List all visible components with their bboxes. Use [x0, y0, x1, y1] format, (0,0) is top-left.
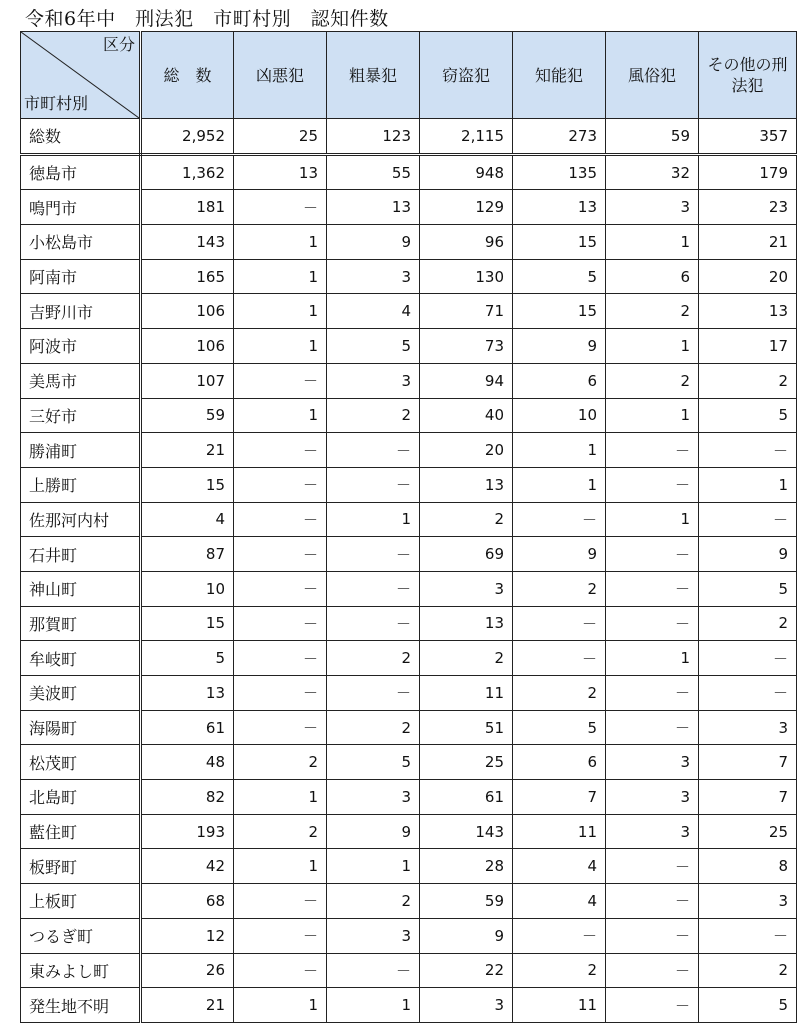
table-cell: 4 [513, 849, 606, 884]
table-cell: － [606, 849, 699, 884]
table-cell: 69 [420, 537, 513, 572]
table-cell: 11 [513, 988, 606, 1023]
table-cell: 1 [234, 988, 327, 1023]
table-cell: 5 [513, 259, 606, 294]
table-cell: 17 [699, 329, 797, 364]
table-cell: 3 [327, 259, 420, 294]
table-cell: 25 [699, 814, 797, 849]
table-cell: － [699, 676, 797, 711]
table-cell: 59 [420, 884, 513, 919]
table-cell: － [606, 571, 699, 606]
table-cell: 5 [141, 641, 234, 676]
table-row [21, 710, 797, 745]
row-municipality-name: 石井町 [21, 537, 141, 572]
table-cell: 2 [327, 710, 420, 745]
row-municipality-name: 総数 [21, 119, 141, 155]
table-cell: 20 [699, 259, 797, 294]
table-cell: 59 [141, 398, 234, 433]
table-row [21, 814, 797, 849]
row-municipality-name: 上勝町 [21, 467, 141, 502]
table-row [21, 745, 797, 780]
table-row [21, 363, 797, 398]
table-cell: 25 [420, 745, 513, 780]
table-cell: － [234, 641, 327, 676]
table-cell: 1 [699, 467, 797, 502]
table-cell: 1 [234, 259, 327, 294]
table-cell: 55 [327, 154, 420, 190]
table-cell: 7 [513, 780, 606, 815]
table-cell: 5 [327, 329, 420, 364]
table-cell: 48 [141, 745, 234, 780]
row-municipality-name: つるぎ町 [21, 918, 141, 953]
table-cell: 10 [513, 398, 606, 433]
table-row [21, 398, 797, 433]
table-cell: 4 [513, 884, 606, 919]
table-cell: 13 [141, 676, 234, 711]
table-cell: 15 [513, 225, 606, 260]
table-row [21, 294, 797, 329]
table-cell: 15 [141, 606, 234, 641]
row-municipality-name: 勝浦町 [21, 433, 141, 468]
table-cell: 1 [606, 398, 699, 433]
table-cell: 1 [327, 849, 420, 884]
table-cell: 13 [699, 294, 797, 329]
table-row [21, 780, 797, 815]
table-cell: 143 [141, 225, 234, 260]
table-cell: － [699, 641, 797, 676]
row-municipality-name: 美馬市 [21, 363, 141, 398]
table-cell: － [699, 502, 797, 537]
table-row [21, 225, 797, 260]
table-cell: 28 [420, 849, 513, 884]
table-cell: 2 [327, 884, 420, 919]
table-cell: 6 [513, 363, 606, 398]
table-cell: － [234, 953, 327, 988]
table-cell: 94 [420, 363, 513, 398]
corner-header [21, 32, 141, 119]
table-cell: 61 [141, 710, 234, 745]
table-cell: 8 [699, 849, 797, 884]
table-cell: 9 [327, 225, 420, 260]
col-header-moral: 風俗犯 [606, 32, 699, 119]
table-cell: 32 [606, 154, 699, 190]
table-cell: － [234, 918, 327, 953]
table-row [21, 154, 797, 190]
page-title: 令和6年中 刑法犯 市町村別 認知件数 [25, 8, 389, 30]
row-municipality-name: 鳴門市 [21, 190, 141, 225]
table-cell: 3 [606, 814, 699, 849]
table-cell: 2 [606, 294, 699, 329]
table-cell: 1 [606, 225, 699, 260]
table-cell: － [606, 467, 699, 502]
row-municipality-name: 吉野川市 [21, 294, 141, 329]
table-cell: － [513, 641, 606, 676]
table-cell: － [234, 710, 327, 745]
table-cell: 82 [141, 780, 234, 815]
table-cell: 13 [420, 606, 513, 641]
table-cell: － [327, 571, 420, 606]
table-cell: 9 [513, 537, 606, 572]
table-cell: 4 [141, 502, 234, 537]
table-cell: 181 [141, 190, 234, 225]
table-cell: 21 [141, 988, 234, 1023]
table-cell: 5 [699, 571, 797, 606]
table-cell: 7 [699, 745, 797, 780]
corner-label-municipality: 市町村別 [24, 94, 89, 113]
table-cell: 2 [699, 363, 797, 398]
table-cell: － [327, 537, 420, 572]
row-municipality-name: 海陽町 [21, 710, 141, 745]
table-cell: － [606, 884, 699, 919]
table-cell: 2 [234, 814, 327, 849]
row-municipality-name: 松茂町 [21, 745, 141, 780]
row-municipality-name: 藍住町 [21, 814, 141, 849]
table-cell: 1 [234, 329, 327, 364]
table-cell: 22 [420, 953, 513, 988]
table-cell: 165 [141, 259, 234, 294]
table-cell: 1,362 [141, 154, 234, 190]
table-cell: 96 [420, 225, 513, 260]
table-cell: 25 [234, 119, 327, 155]
col-header-intellectual: 知能犯 [513, 32, 606, 119]
table-cell: 15 [141, 467, 234, 502]
table-row [21, 676, 797, 711]
table-row [21, 329, 797, 364]
table-cell: 1 [234, 849, 327, 884]
table-cell: 106 [141, 294, 234, 329]
col-header-total: 総 数 [141, 32, 234, 119]
row-municipality-name: 板野町 [21, 849, 141, 884]
row-municipality-name: 阿波市 [21, 329, 141, 364]
table-cell: － [513, 606, 606, 641]
table-cell: 26 [141, 953, 234, 988]
table-cell: 4 [327, 294, 420, 329]
table-cell: 11 [513, 814, 606, 849]
row-municipality-name: 阿南市 [21, 259, 141, 294]
row-municipality-name: 小松島市 [21, 225, 141, 260]
table-cell: 2,115 [420, 119, 513, 155]
crime-table [20, 31, 797, 1023]
table-cell: 3 [606, 780, 699, 815]
table-cell: 13 [513, 190, 606, 225]
table-cell: 3 [606, 745, 699, 780]
table-cell: 13 [327, 190, 420, 225]
table-cell: 273 [513, 119, 606, 155]
table-cell: 3 [327, 918, 420, 953]
table-row-total [21, 119, 797, 155]
row-municipality-name: 発生地不明 [21, 988, 141, 1023]
row-municipality-name: 美波町 [21, 676, 141, 711]
table-cell: 13 [420, 467, 513, 502]
table-cell: － [606, 988, 699, 1023]
table-row [21, 953, 797, 988]
table-cell: 1 [327, 502, 420, 537]
table-cell: 5 [327, 745, 420, 780]
table-cell: 3 [420, 988, 513, 1023]
col-header-violent: 粗暴犯 [327, 32, 420, 119]
table-row [21, 641, 797, 676]
table-cell: 5 [699, 398, 797, 433]
table-cell: － [606, 676, 699, 711]
table-cell: 1 [234, 225, 327, 260]
table-cell: － [234, 884, 327, 919]
table-row [21, 988, 797, 1023]
row-municipality-name: 上板町 [21, 884, 141, 919]
table-cell: － [513, 502, 606, 537]
table-cell: 40 [420, 398, 513, 433]
table-cell: 1 [606, 641, 699, 676]
table-cell: － [606, 537, 699, 572]
corner-label-category: 区分 [102, 35, 135, 54]
table-cell: 107 [141, 363, 234, 398]
col-header-other: その他の刑法犯 [699, 32, 797, 119]
col-header-theft: 窃盗犯 [420, 32, 513, 119]
table-cell: 9 [327, 814, 420, 849]
table-cell: － [513, 918, 606, 953]
table-cell: 179 [699, 154, 797, 190]
table-cell: 61 [420, 780, 513, 815]
table-cell: － [234, 190, 327, 225]
row-municipality-name: 北島町 [21, 780, 141, 815]
table-cell: － [606, 606, 699, 641]
table-cell: 130 [420, 259, 513, 294]
table-cell: 2 [699, 606, 797, 641]
table-row [21, 502, 797, 537]
table-cell: 21 [141, 433, 234, 468]
table-cell: 3 [699, 710, 797, 745]
table-cell: 13 [234, 154, 327, 190]
table-cell: 2,952 [141, 119, 234, 155]
table-cell: － [234, 502, 327, 537]
table-cell: 2 [234, 745, 327, 780]
table-cell: － [606, 918, 699, 953]
table-cell: － [234, 433, 327, 468]
table-cell: 12 [141, 918, 234, 953]
table-cell: 3 [699, 884, 797, 919]
table-cell: 2 [513, 676, 606, 711]
table-cell: 106 [141, 329, 234, 364]
table-cell: 6 [606, 259, 699, 294]
table-cell: 23 [699, 190, 797, 225]
table-cell: 7 [699, 780, 797, 815]
table-cell: 1 [234, 780, 327, 815]
table-cell: － [327, 467, 420, 502]
table-cell: 1 [234, 398, 327, 433]
table-cell: 2 [420, 502, 513, 537]
table-cell: 948 [420, 154, 513, 190]
table-cell: 3 [606, 190, 699, 225]
table-cell: 73 [420, 329, 513, 364]
table-cell: 87 [141, 537, 234, 572]
table-cell: 123 [327, 119, 420, 155]
table-cell: － [234, 537, 327, 572]
table-cell: 71 [420, 294, 513, 329]
row-municipality-name: 那賀町 [21, 606, 141, 641]
table-row [21, 571, 797, 606]
table-cell: 2 [327, 641, 420, 676]
table-cell: 68 [141, 884, 234, 919]
table-row [21, 884, 797, 919]
row-municipality-name: 神山町 [21, 571, 141, 606]
table-cell: 193 [141, 814, 234, 849]
table-cell: － [234, 676, 327, 711]
table-cell: － [606, 710, 699, 745]
table-cell: 2 [513, 953, 606, 988]
table-cell: － [327, 606, 420, 641]
table-cell: － [327, 953, 420, 988]
table-cell: 1 [606, 329, 699, 364]
table-row [21, 606, 797, 641]
table-cell: 2 [420, 641, 513, 676]
table-cell: 1 [513, 433, 606, 468]
table-cell: 129 [420, 190, 513, 225]
table-cell: － [699, 433, 797, 468]
table-cell: 21 [699, 225, 797, 260]
table-cell: 10 [141, 571, 234, 606]
table-cell: － [699, 918, 797, 953]
table-row [21, 537, 797, 572]
table-cell: － [606, 433, 699, 468]
table-cell: 5 [513, 710, 606, 745]
row-municipality-name: 三好市 [21, 398, 141, 433]
table-row [21, 433, 797, 468]
table-cell: 59 [606, 119, 699, 155]
table-cell: 9 [513, 329, 606, 364]
table-cell: 9 [699, 537, 797, 572]
table-row [21, 918, 797, 953]
table-cell: 11 [420, 676, 513, 711]
row-municipality-name: 東みよし町 [21, 953, 141, 988]
table-cell: 2 [513, 571, 606, 606]
table-cell: 42 [141, 849, 234, 884]
header-row [21, 32, 797, 119]
row-municipality-name: 佐那河内村 [21, 502, 141, 537]
table-cell: 5 [699, 988, 797, 1023]
table-cell: － [234, 571, 327, 606]
table-cell: 2 [699, 953, 797, 988]
table-body [21, 119, 797, 1023]
table-cell: 3 [420, 571, 513, 606]
row-municipality-name: 牟岐町 [21, 641, 141, 676]
table-cell: 1 [234, 294, 327, 329]
table-cell: 20 [420, 433, 513, 468]
table-cell: 6 [513, 745, 606, 780]
table-cell: － [606, 953, 699, 988]
table-cell: 357 [699, 119, 797, 155]
col-header-heinous: 凶悪犯 [234, 32, 327, 119]
table-cell: 2 [327, 398, 420, 433]
table-cell: 1 [327, 988, 420, 1023]
table-cell: － [327, 433, 420, 468]
table-row [21, 467, 797, 502]
table-cell: 1 [513, 467, 606, 502]
table-cell: － [234, 467, 327, 502]
table-cell: 51 [420, 710, 513, 745]
row-municipality-name: 徳島市 [21, 154, 141, 190]
table-row [21, 849, 797, 884]
table-cell: 9 [420, 918, 513, 953]
table-row [21, 259, 797, 294]
table-cell: － [234, 606, 327, 641]
table-cell: 15 [513, 294, 606, 329]
table-cell: 1 [606, 502, 699, 537]
table-cell: － [234, 363, 327, 398]
table-row [21, 190, 797, 225]
table-cell: 143 [420, 814, 513, 849]
table-cell: 3 [327, 780, 420, 815]
table-cell: 2 [606, 363, 699, 398]
table-cell: 3 [327, 363, 420, 398]
table-cell: － [327, 676, 420, 711]
table-cell: 135 [513, 154, 606, 190]
